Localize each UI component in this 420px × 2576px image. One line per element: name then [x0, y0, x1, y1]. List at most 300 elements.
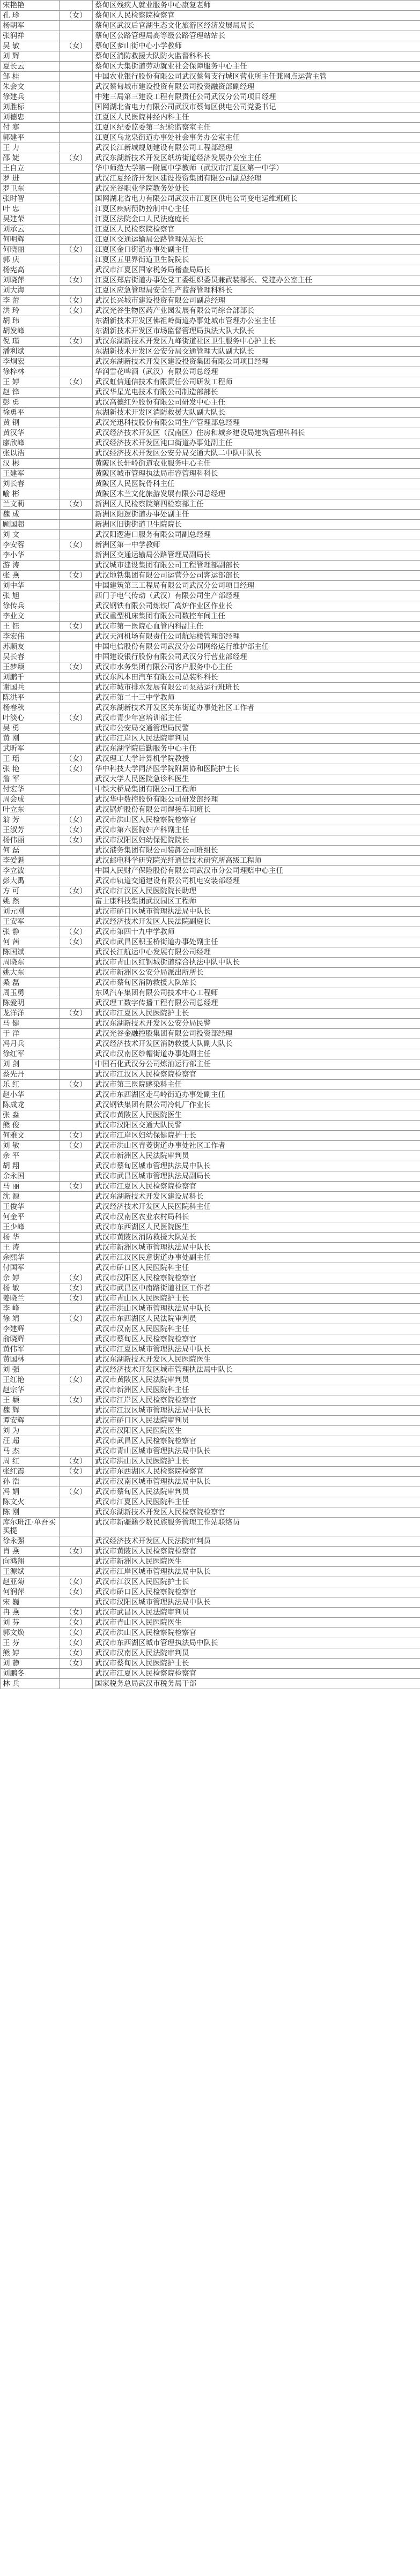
- gender-note: （女）: [60, 1467, 93, 1477]
- table-row: [1, 683, 420, 693]
- table-row: [1, 11, 420, 21]
- gender-note: [60, 958, 93, 968]
- person-name: 林 兵: [1, 1679, 60, 1689]
- gender-note: （女）: [60, 1080, 93, 1090]
- person-name: 李业文: [1, 611, 60, 622]
- table-row: [1, 815, 420, 825]
- table-row: [1, 652, 420, 662]
- position-text: 新洲区旧街街道卫生院院长: [93, 520, 420, 530]
- gender-note: （女）: [60, 764, 93, 774]
- position-text: 蔡甸区大集街道劳动就业社会保障服务中心主任: [93, 62, 420, 72]
- person-name: 余 婷: [1, 1273, 60, 1283]
- table-row: [1, 1557, 420, 1567]
- person-name: 黄伟军: [1, 1345, 60, 1355]
- table-row: [1, 367, 420, 377]
- position-text: 武汉虹信通信技术有限责任公司研发工程师: [93, 377, 420, 387]
- table-row: [1, 1659, 420, 1669]
- gender-note: （女）: [60, 1487, 93, 1497]
- position-text: 武汉城市建设集团有限公司工程管理部副部长: [93, 561, 420, 571]
- position-text: 武汉市蔡甸区城市管理执法局中队长: [93, 1161, 420, 1171]
- person-name: 王 力: [1, 143, 60, 153]
- position-text: 武汉市洪山区人民检察院检察官: [93, 1628, 420, 1638]
- gender-note: [60, 1557, 93, 1567]
- position-text: 武汉市洪山区人民医院护士长: [93, 1457, 420, 1467]
- gender-note: [60, 1171, 93, 1182]
- position-text: 武汉市青山区城市管理执法局中队长: [93, 1446, 420, 1457]
- person-name: 谢国兵: [1, 683, 60, 693]
- gender-note: [60, 520, 93, 530]
- position-text: 蔡甸区奓山街中心小学教师: [93, 41, 420, 51]
- position-text: 武汉市江夏区人民检察院检察官: [93, 1669, 420, 1679]
- gender-note: [60, 255, 93, 265]
- position-text: 武汉市武昌区城市管理执法局副局长: [93, 1171, 420, 1182]
- gender-note: （女）: [60, 1283, 93, 1294]
- gender-note: [60, 469, 93, 479]
- table-row: [1, 1587, 420, 1597]
- position-text: 江夏区金口街道办事处副主任: [93, 245, 420, 255]
- table-row: [1, 479, 420, 489]
- person-name: 潘利斌: [1, 347, 60, 357]
- table-row: [1, 540, 420, 550]
- table-row: [1, 1628, 420, 1638]
- person-name: 徐建兵: [1, 92, 60, 102]
- position-text: 华润雪花啤酒（武汉）有限公司总经理: [93, 367, 420, 377]
- position-text: 武汉市东西湖区人民医院医生: [93, 1222, 420, 1233]
- gender-note: （女）: [60, 1608, 93, 1618]
- position-text: 武汉市黄陂区人民法院审判员: [93, 1375, 420, 1385]
- position-text: 武汉市蔡甸区人民检察院检察官: [93, 1334, 420, 1345]
- table-row: [1, 184, 420, 194]
- position-text: 武汉市江岸区人民法院审判员: [93, 734, 420, 744]
- position-text: 新洲区交通运输局公路管理局副局长: [93, 550, 420, 561]
- gender-note: [60, 489, 93, 499]
- table-row: [1, 1334, 420, 1345]
- table-row: [1, 958, 420, 968]
- person-name: 王安军: [1, 917, 60, 927]
- table-row: [1, 1507, 420, 1518]
- gender-note: （女）: [60, 1648, 93, 1659]
- table-row: [1, 1416, 420, 1426]
- person-name: 张以浩: [1, 449, 60, 459]
- gender-note: （女）: [60, 1182, 93, 1192]
- gender-note: （女）: [60, 11, 93, 21]
- person-name: 刘德忠: [1, 113, 60, 123]
- position-text: 武汉经济技术开发区（汉南区）住房和城乡建设局建筑管理科科长: [93, 428, 420, 438]
- gender-note: [60, 62, 93, 72]
- position-text: 武汉市第三医院感染科主任: [93, 1080, 420, 1090]
- gender-note: [60, 449, 93, 459]
- gender-note: [60, 1090, 93, 1100]
- position-text: 武汉市东西湖区人民检察院检察官: [93, 1467, 420, 1477]
- position-text: 武汉市武昌区人民检察院检察官: [93, 1436, 420, 1446]
- person-name: 喻 彬: [1, 489, 60, 499]
- person-name: 陈成龙: [1, 1100, 60, 1110]
- position-text: 武汉市江岸区城市管理执法局中队长: [93, 1567, 420, 1577]
- position-text: 武汉港务集团有限公司装卸公司班组长: [93, 846, 420, 856]
- table-row: [1, 835, 420, 846]
- position-text: 武汉市新洲区人民法院审判员: [93, 1151, 420, 1161]
- gender-note: （女）: [60, 825, 93, 835]
- person-name: 宋艳艳: [1, 1, 60, 11]
- table-row: [1, 968, 420, 978]
- position-text: 武汉市武昌区人民法院审判员: [93, 1608, 420, 1618]
- gender-note: [60, 438, 93, 449]
- person-name: 倪 瑾: [1, 337, 60, 347]
- table-row: [1, 1487, 420, 1497]
- gender-note: （女）: [60, 815, 93, 825]
- table-row: [1, 133, 420, 143]
- person-name: 李小华: [1, 550, 60, 561]
- table-row: [1, 1243, 420, 1253]
- table-row: [1, 1406, 420, 1416]
- table-row: [1, 143, 420, 153]
- gender-note: [60, 387, 93, 398]
- person-name: 吴 敏: [1, 41, 60, 51]
- person-name: 李安蓉: [1, 540, 60, 550]
- table-row: [1, 163, 420, 174]
- position-text: 中国建设银行股份有限公司武汉分行营业部经理: [93, 652, 420, 662]
- person-name: 黄国林: [1, 1355, 60, 1365]
- gender-note: [60, 1536, 93, 1547]
- table-row: [1, 1192, 420, 1202]
- table-row: [1, 1080, 420, 1090]
- position-text: 武汉东湖新技术开发区纸坊街道经济发展办公室主任: [93, 153, 420, 163]
- position-text: 黄陂区人民医院骨科主任: [93, 479, 420, 489]
- table-row: [1, 1233, 420, 1243]
- position-text: 武汉光谷生物医药产业园发展有限公司综合部部长: [93, 306, 420, 316]
- person-name: 王 婷: [1, 377, 60, 387]
- position-text: 江夏区五里界街道卫生院院长: [93, 255, 420, 265]
- table-row: [1, 876, 420, 886]
- table-row: [1, 1273, 420, 1283]
- gender-note: （女）: [60, 1659, 93, 1669]
- gender-note: [60, 1039, 93, 1049]
- person-name: 顾国超: [1, 520, 60, 530]
- person-name: 陈爱明: [1, 998, 60, 1009]
- table-row: [1, 673, 420, 683]
- table-row: [1, 1638, 420, 1648]
- person-name: 赵亚菊: [1, 1577, 60, 1587]
- table-row: [1, 1253, 420, 1263]
- table-row: [1, 1314, 420, 1324]
- position-text: 中国建筑第三工程局有限公司武汉分公司项目经理: [93, 581, 420, 591]
- person-name: 李宏伟: [1, 632, 60, 642]
- gender-note: [60, 601, 93, 611]
- table-row: [1, 1294, 420, 1304]
- gender-note: [60, 163, 93, 174]
- person-name: 王 钰: [1, 622, 60, 632]
- table-row: [1, 225, 420, 235]
- table-row: [1, 1121, 420, 1131]
- table-row: [1, 1426, 420, 1436]
- position-text: 武汉华星光电技术有限公司制造部部长: [93, 387, 420, 398]
- table-row: [1, 1029, 420, 1039]
- gender-note: [60, 723, 93, 734]
- roster-body: [1, 1, 420, 1689]
- position-text: 武汉市青山区人民医院护士长: [93, 1294, 420, 1304]
- table-row: [1, 550, 420, 561]
- position-text: 江夏区纪委监委第二纪检监察室主任: [93, 123, 420, 133]
- table-row: [1, 510, 420, 520]
- person-name: 胡 翔: [1, 1161, 60, 1171]
- person-name: 张时智: [1, 194, 60, 204]
- position-text: 东湖新技术开发区消防救援大队副大队长: [93, 408, 420, 418]
- table-row: [1, 520, 420, 530]
- position-text: 武汉市黄陂区人民医院医生: [93, 1110, 420, 1121]
- position-text: 武汉高德红外股份有限公司研发中心主任: [93, 398, 420, 408]
- person-name: 张 燕: [1, 571, 60, 581]
- table-row: [1, 1324, 420, 1334]
- person-name: 王建军: [1, 469, 60, 479]
- person-name: 刘承云: [1, 225, 60, 235]
- table-row: [1, 245, 420, 255]
- table-row: [1, 1597, 420, 1608]
- position-text: 武汉市江岸区人民检察院检察官: [93, 1395, 420, 1406]
- person-name: 徐传兵: [1, 601, 60, 611]
- gender-note: [60, 774, 93, 785]
- person-name: 刘大海: [1, 286, 60, 296]
- gender-note: [60, 1507, 93, 1518]
- position-text: 武汉东湖新技术开发区建设投资集团有限公司项目经理: [93, 357, 420, 367]
- gender-note: [60, 1436, 93, 1446]
- table-row: [1, 744, 420, 754]
- gender-note: [60, 113, 93, 123]
- gender-note: [60, 459, 93, 469]
- gender-note: [60, 673, 93, 683]
- person-name: 徐红军: [1, 1049, 60, 1059]
- table-row: [1, 886, 420, 897]
- table-row: [1, 785, 420, 795]
- person-name: 刘 静: [1, 1659, 60, 1669]
- gender-note: [60, 194, 93, 204]
- person-name: 姜晓兰: [1, 1294, 60, 1304]
- table-row: [1, 774, 420, 785]
- person-name: 何金平: [1, 1212, 60, 1222]
- gender-note: [60, 1202, 93, 1212]
- position-text: 国网湖北省电力有限公司武汉市蔡甸区供电公司党委书记: [93, 102, 420, 113]
- person-name: 徐 靖: [1, 1314, 60, 1324]
- table-row: [1, 72, 420, 82]
- person-name: 马 健: [1, 1019, 60, 1029]
- table-row: [1, 357, 420, 367]
- table-row: [1, 530, 420, 540]
- position-text: 武汉锅炉股份有限公司焊接车间班长: [93, 805, 420, 815]
- position-text: 江夏区应急管理局安全生产监督管理科科长: [93, 286, 420, 296]
- table-row: [1, 1457, 420, 1467]
- table-row: [1, 825, 420, 835]
- person-name: 俞晓辉: [1, 1334, 60, 1345]
- table-row: [1, 561, 420, 571]
- position-text: 武汉地铁集团有限公司运营分公司客运部部长: [93, 571, 420, 581]
- position-text: 西门子电气传动（武汉）有限公司生产部经理: [93, 591, 420, 601]
- table-row: [1, 1547, 420, 1557]
- gender-note: （女）: [60, 927, 93, 937]
- person-name: 徐勇平: [1, 408, 60, 418]
- gender-note: [60, 1477, 93, 1487]
- person-name: 郭建平: [1, 133, 60, 143]
- gender-note: （女）: [60, 1294, 93, 1304]
- table-row: [1, 255, 420, 265]
- table-row: [1, 62, 420, 72]
- gender-note: （女）: [60, 1273, 93, 1283]
- position-text: 武汉光迅科技股份有限公司生产管理部总经理: [93, 418, 420, 428]
- position-text: 武汉理工大学计算机学院教授: [93, 754, 420, 764]
- position-text: 武汉东湖新技术开发区人民医院医生: [93, 1355, 420, 1365]
- position-text: 蔡甸区残疾人就业服务中心康复老师: [93, 1, 420, 11]
- gender-note: [60, 1416, 93, 1426]
- gender-note: [60, 1151, 93, 1161]
- position-text: 武汉市东西湖区走马岭街道办事处副主任: [93, 1090, 420, 1100]
- gender-note: [60, 1100, 93, 1110]
- position-text: 武汉光谷职业学院教务处处长: [93, 184, 420, 194]
- position-text: 国家税务总局武汉市税务局干部: [93, 1679, 420, 1689]
- gender-note: [60, 785, 93, 795]
- person-name: 谭安辉: [1, 1416, 60, 1426]
- position-text: 武汉市汉南区城市管理执法局中队长: [93, 1477, 420, 1487]
- table-row: [1, 449, 420, 459]
- table-row: [1, 1059, 420, 1070]
- person-name: 何晓丽: [1, 245, 60, 255]
- gender-note: （女）: [60, 1587, 93, 1597]
- person-name: 游 涛: [1, 561, 60, 571]
- table-row: [1, 1131, 420, 1141]
- gender-note: [60, 1406, 93, 1416]
- position-text: 武汉江夏经济开发区建设投资集团有限公司副总经理: [93, 174, 420, 184]
- person-name: 黄 刚: [1, 734, 60, 744]
- person-name: 杨春秋: [1, 703, 60, 713]
- gender-note: [60, 1243, 93, 1253]
- table-row: [1, 1365, 420, 1375]
- position-text: 江夏区交通运输局公路管理站站长: [93, 235, 420, 245]
- gender-note: [60, 978, 93, 988]
- gender-note: [60, 998, 93, 1009]
- gender-note: [60, 479, 93, 489]
- table-row: [1, 92, 420, 102]
- person-name: 余永国: [1, 1171, 60, 1182]
- position-text: 武汉市新洲区人民医院医生: [93, 1557, 420, 1567]
- table-row: [1, 611, 420, 622]
- gender-note: [60, 1385, 93, 1395]
- position-text: 武汉市武昌区中南路街道社区工作者: [93, 1283, 420, 1294]
- person-name: 何明辉: [1, 235, 60, 245]
- person-name: 张红霞: [1, 1467, 60, 1477]
- gender-note: （女）: [60, 153, 93, 163]
- gender-note: [60, 1597, 93, 1608]
- table-row: [1, 275, 420, 286]
- position-text: 武汉光谷金融控股集团有限公司投资部经理: [93, 1029, 420, 1039]
- table-row: [1, 937, 420, 947]
- person-name: 付国军: [1, 1263, 60, 1273]
- gender-note: [60, 897, 93, 907]
- table-row: [1, 662, 420, 673]
- person-name: 何 磊: [1, 846, 60, 856]
- gender-note: （女）: [60, 835, 93, 846]
- gender-note: [60, 82, 93, 92]
- person-name: 王 颖: [1, 1395, 60, 1406]
- position-text: 武汉市汉南区人民法院审判员: [93, 1648, 420, 1659]
- position-text: 武汉市第四十九中学教师: [93, 927, 420, 937]
- gender-note: [60, 1110, 93, 1121]
- person-name: 何润萍: [1, 1587, 60, 1597]
- gender-note: [60, 357, 93, 367]
- person-name: 李立波: [1, 866, 60, 876]
- position-text: 武汉市东西湖区城市管理执法局中队长: [93, 1638, 420, 1648]
- person-name: 向鸿翔: [1, 1557, 60, 1567]
- table-row: [1, 601, 420, 611]
- position-text: 武汉市蔡甸区人民法院审判员: [93, 1487, 420, 1497]
- person-name: 王淑芳: [1, 825, 60, 835]
- gender-note: （女）: [60, 1375, 93, 1385]
- gender-note: [60, 693, 93, 703]
- person-name: 李炯宏: [1, 357, 60, 367]
- table-row: [1, 1577, 420, 1587]
- position-text: 武汉东湖新技术开发区九峰街道社区卫生服务中心护士长: [93, 337, 420, 347]
- person-name: 王自立: [1, 163, 60, 174]
- table-row: [1, 1648, 420, 1659]
- gender-note: （女）: [60, 41, 93, 51]
- person-name: 冉 燕: [1, 1608, 60, 1618]
- gender-note: [60, 367, 93, 377]
- position-text: 武汉经济技术开发区沌口街道办事处副主任: [93, 438, 420, 449]
- person-name: 徐永强: [1, 1536, 60, 1547]
- table-row: [1, 235, 420, 245]
- gender-note: （女）: [60, 713, 93, 723]
- table-row: [1, 1436, 420, 1446]
- person-name: 肖 燕: [1, 1547, 60, 1557]
- gender-note: [60, 530, 93, 540]
- gender-note: [60, 1121, 93, 1131]
- gender-note: [60, 968, 93, 978]
- gender-note: [60, 1, 93, 11]
- position-text: 东风汽车集团有限公司技术中心工程师: [93, 988, 420, 998]
- gender-note: [60, 1019, 93, 1029]
- table-row: [1, 734, 420, 744]
- position-text: 中建三局第三建设工程有限责任公司武汉分公司项目经理: [93, 92, 420, 102]
- person-name: 兰文莉: [1, 499, 60, 510]
- table-row: [1, 1669, 420, 1679]
- table-row: [1, 398, 420, 408]
- table-row: [1, 337, 420, 347]
- person-name: 刘 芬: [1, 1618, 60, 1628]
- gender-note: [60, 1355, 93, 1365]
- gender-note: （女）: [60, 1577, 93, 1587]
- gender-note: [60, 225, 93, 235]
- position-text: 武汉市青山区红钢城街道综合执法中队中队长: [93, 958, 420, 968]
- position-text: 武汉市第二十三中学教师: [93, 693, 420, 703]
- person-name: 张 淼: [1, 1110, 60, 1121]
- table-row: [1, 1070, 420, 1080]
- gender-note: [60, 734, 93, 744]
- position-text: 黄陂区城市管理执法局市容管理科科长: [93, 469, 420, 479]
- position-text: 武汉市新洲区城市管理执法局中队长: [93, 1243, 420, 1253]
- position-text: 蔡甸区人民检察院检察官: [93, 11, 420, 21]
- position-text: 武汉市武昌区积玉桥街道办事处副主任: [93, 937, 420, 947]
- position-text: 新洲区第一中学教师: [93, 540, 420, 550]
- position-text: 武汉市第一医院心血管内科副主任: [93, 622, 420, 632]
- position-text: 武汉东湖学院后勤服务中心主任: [93, 744, 420, 754]
- position-text: 东湖新技术开发区佛祖岭街道办事处城市管理办公室主任: [93, 316, 420, 326]
- position-text: 武汉市新疆籍少数民族服务管理工作站联络员: [93, 1518, 420, 1536]
- table-row: [1, 153, 420, 163]
- position-text: 武汉市江夏区人民检察院检察官: [93, 1182, 420, 1192]
- position-text: 武汉市汉阳区交通大队民警: [93, 1121, 420, 1131]
- table-row: [1, 805, 420, 815]
- gender-note: （女）: [60, 245, 93, 255]
- person-name: 刘元刚: [1, 907, 60, 917]
- person-name: 周玉勇: [1, 988, 60, 998]
- person-name: 王 芬: [1, 1638, 60, 1648]
- position-text: 武汉市江汉区城市管理执法局中队长: [93, 1406, 420, 1416]
